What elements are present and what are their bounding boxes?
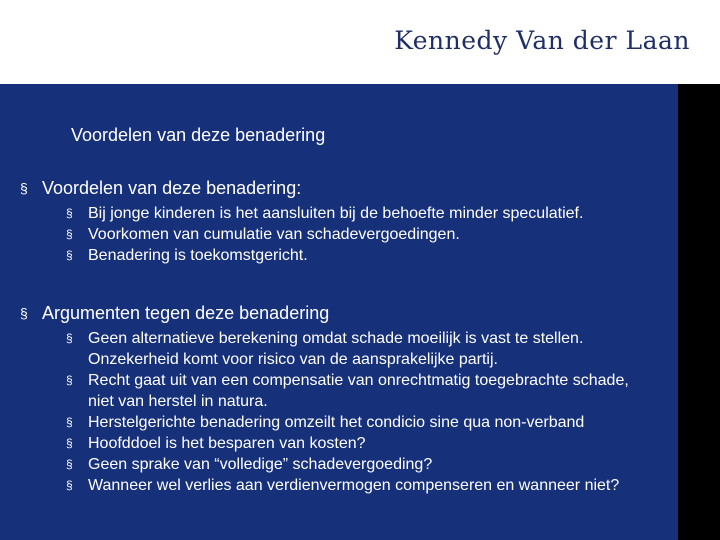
advantages-list <box>66 203 658 266</box>
bullet-marker-icon: § <box>66 227 73 241</box>
list-item-text: Benadering is toekomstgericht. <box>88 247 308 264</box>
header-bar <box>0 0 720 84</box>
section-heading <box>20 177 658 199</box>
list-item-text: Geen alternatieve berekening omdat schade moeilijk is vast te stellen. Onzekerheid komt voor risico van de aansprakelijke partij. <box>88 330 584 368</box>
list-item <box>66 475 658 496</box>
list-item <box>66 328 658 370</box>
company-logo: Kennedy Van der Laan <box>394 26 690 55</box>
bullet-marker-icon: § <box>20 180 28 196</box>
bullet-marker-icon: § <box>66 415 73 429</box>
bullet-marker-icon: § <box>66 373 73 387</box>
bullet-marker-icon: § <box>66 478 73 492</box>
slide-shadow-strip <box>678 84 720 540</box>
section-heading <box>20 302 658 324</box>
list-item <box>66 433 658 454</box>
section-arguments-against <box>20 302 658 496</box>
list-item-text: Hoofddoel is het besparen van kosten? <box>88 435 366 452</box>
bullet-marker-icon: § <box>66 248 73 262</box>
slide-title: Voordelen van deze benadering <box>71 125 326 145</box>
list-item <box>66 412 658 433</box>
section-heading-text: Voordelen van deze benadering: <box>42 178 302 198</box>
arguments-list <box>66 328 658 496</box>
list-item-text: Herstelgerichte benadering omzeilt het condicio sine qua non-verband <box>88 414 585 431</box>
slide-body <box>0 84 678 540</box>
list-item <box>66 245 658 266</box>
bullet-marker-icon: § <box>66 457 73 471</box>
list-item-text: Bij jonge kinderen is het aansluiten bij de behoefte minder speculatief. <box>88 205 584 222</box>
list-item-text: Geen sprake van “volledige” schadevergoeding? <box>88 456 433 473</box>
list-item <box>66 224 658 245</box>
list-item-text: Wanneer wel verlies aan verdienvermogen compenseren en wanneer niet? <box>88 477 620 494</box>
list-item <box>66 370 658 412</box>
list-item <box>66 203 658 224</box>
bullet-marker-icon: § <box>20 305 28 321</box>
list-item-text: Recht gaat uit van een compensatie van onrechtmatig toegebrachte schade, niet van herstel in natura. <box>88 372 629 410</box>
bullet-marker-icon: § <box>66 331 73 345</box>
list-item-text: Voorkomen van cumulatie van schadevergoedingen. <box>88 226 460 243</box>
bullet-marker-icon: § <box>66 206 73 220</box>
section-heading-text: Argumenten tegen deze benadering <box>42 303 330 323</box>
bullet-marker-icon: § <box>66 436 73 450</box>
section-advantages <box>20 177 658 266</box>
list-item <box>66 454 658 475</box>
